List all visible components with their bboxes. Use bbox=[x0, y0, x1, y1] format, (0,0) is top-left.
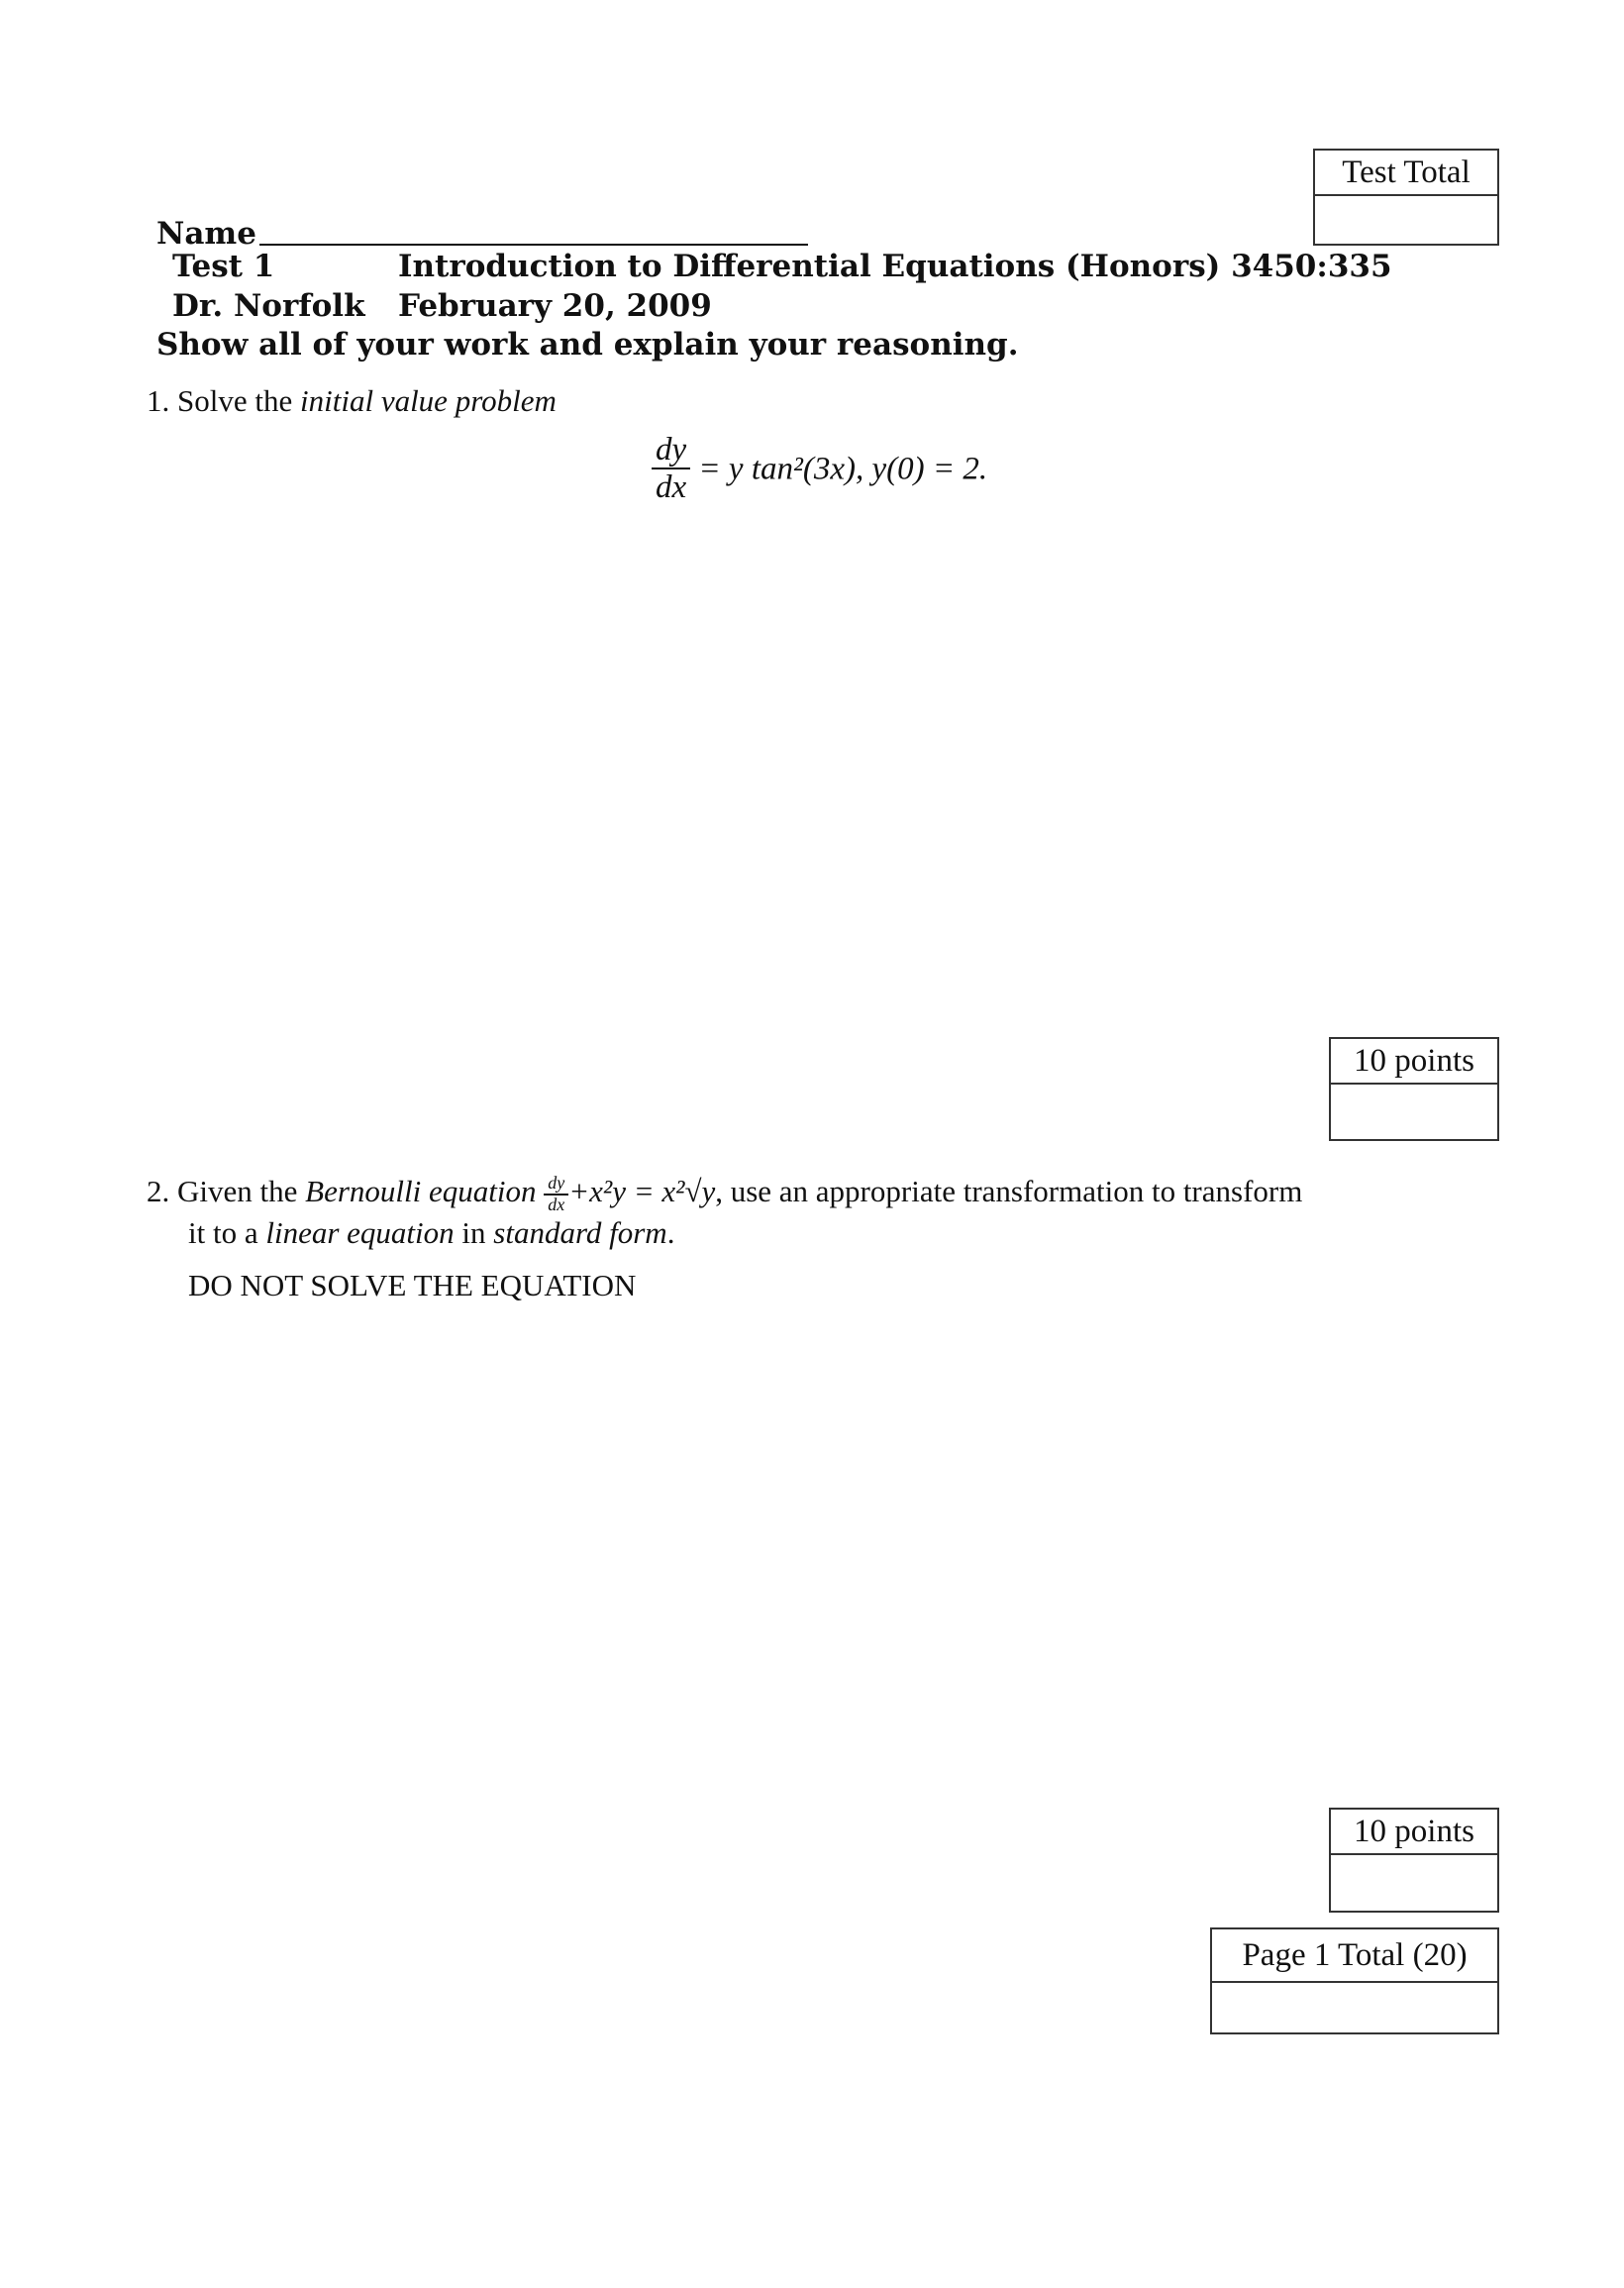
bernoulli-equation: +x²y = x²√y bbox=[568, 1174, 716, 1208]
exam-date: February 20, 2009 bbox=[398, 288, 712, 324]
question-1-equation bbox=[652, 432, 987, 506]
question-2-text: Given the bbox=[177, 1174, 298, 1208]
inline-fraction-denominator: dx bbox=[548, 1194, 565, 1214]
page-total-box bbox=[1210, 1927, 1499, 2034]
fraction-numerator: dy bbox=[652, 432, 690, 469]
question-2-emphasis-linear: linear equation bbox=[265, 1215, 455, 1250]
question-2-work-area[interactable] bbox=[147, 1317, 1499, 1793]
dy-dx-fraction bbox=[652, 432, 690, 506]
test-label: Test 1 bbox=[172, 249, 275, 284]
test-total-label: Test Total bbox=[1315, 151, 1497, 196]
question-2-text-3: it to a bbox=[188, 1215, 258, 1250]
test-total-box bbox=[1313, 149, 1499, 246]
question-2-points-label: 10 points bbox=[1331, 1810, 1497, 1855]
question-2-note: DO NOT SOLVE THE EQUATION bbox=[188, 1268, 637, 1302]
question-2-text-4: in bbox=[461, 1215, 486, 1250]
question-2-points-box bbox=[1329, 1808, 1499, 1913]
question-1 bbox=[147, 380, 557, 422]
inline-dy-dx-fraction bbox=[544, 1174, 568, 1215]
question-2-number: 2. bbox=[147, 1174, 170, 1208]
question-1-points-label: 10 points bbox=[1331, 1039, 1497, 1085]
page-total-label: Page 1 Total (20) bbox=[1212, 1929, 1497, 1983]
inline-fraction-numerator: dy bbox=[544, 1174, 568, 1196]
question-1-emphasis: initial value problem bbox=[300, 383, 557, 418]
test-total-score-field[interactable] bbox=[1315, 196, 1497, 246]
equation-rhs: = y tan²(3x), y(0) = 2. bbox=[698, 451, 988, 487]
question-2-emphasis-bernoulli: Bernoulli equation bbox=[305, 1174, 537, 1208]
course-title: Introduction to Differential Equations (Honors) 3450:335 bbox=[398, 249, 1392, 284]
question-2-score-field[interactable] bbox=[1331, 1855, 1497, 1911]
question-1-text: Solve the bbox=[177, 383, 293, 418]
question-2-period: . bbox=[666, 1215, 675, 1250]
question-1-score-field[interactable] bbox=[1331, 1085, 1497, 1139]
name-line[interactable] bbox=[259, 244, 808, 246]
instructions: Show all of your work and explain your reasoning. bbox=[156, 327, 1019, 363]
question-2-emphasis-standard: standard form bbox=[493, 1215, 667, 1250]
question-2-line-2 bbox=[188, 1212, 674, 1254]
name-label: Name bbox=[156, 216, 256, 252]
question-2-text-cont: , use an appropriate transformation to transform bbox=[715, 1174, 1303, 1208]
question-1-points-box bbox=[1329, 1037, 1499, 1141]
page-total-score-field[interactable] bbox=[1212, 1983, 1497, 2032]
question-2 bbox=[147, 1171, 1503, 1215]
question-1-work-area[interactable] bbox=[147, 515, 1499, 1020]
instructor: Dr. Norfolk bbox=[172, 288, 365, 324]
fraction-denominator: dx bbox=[656, 469, 687, 506]
question-1-number: 1. bbox=[147, 383, 170, 418]
